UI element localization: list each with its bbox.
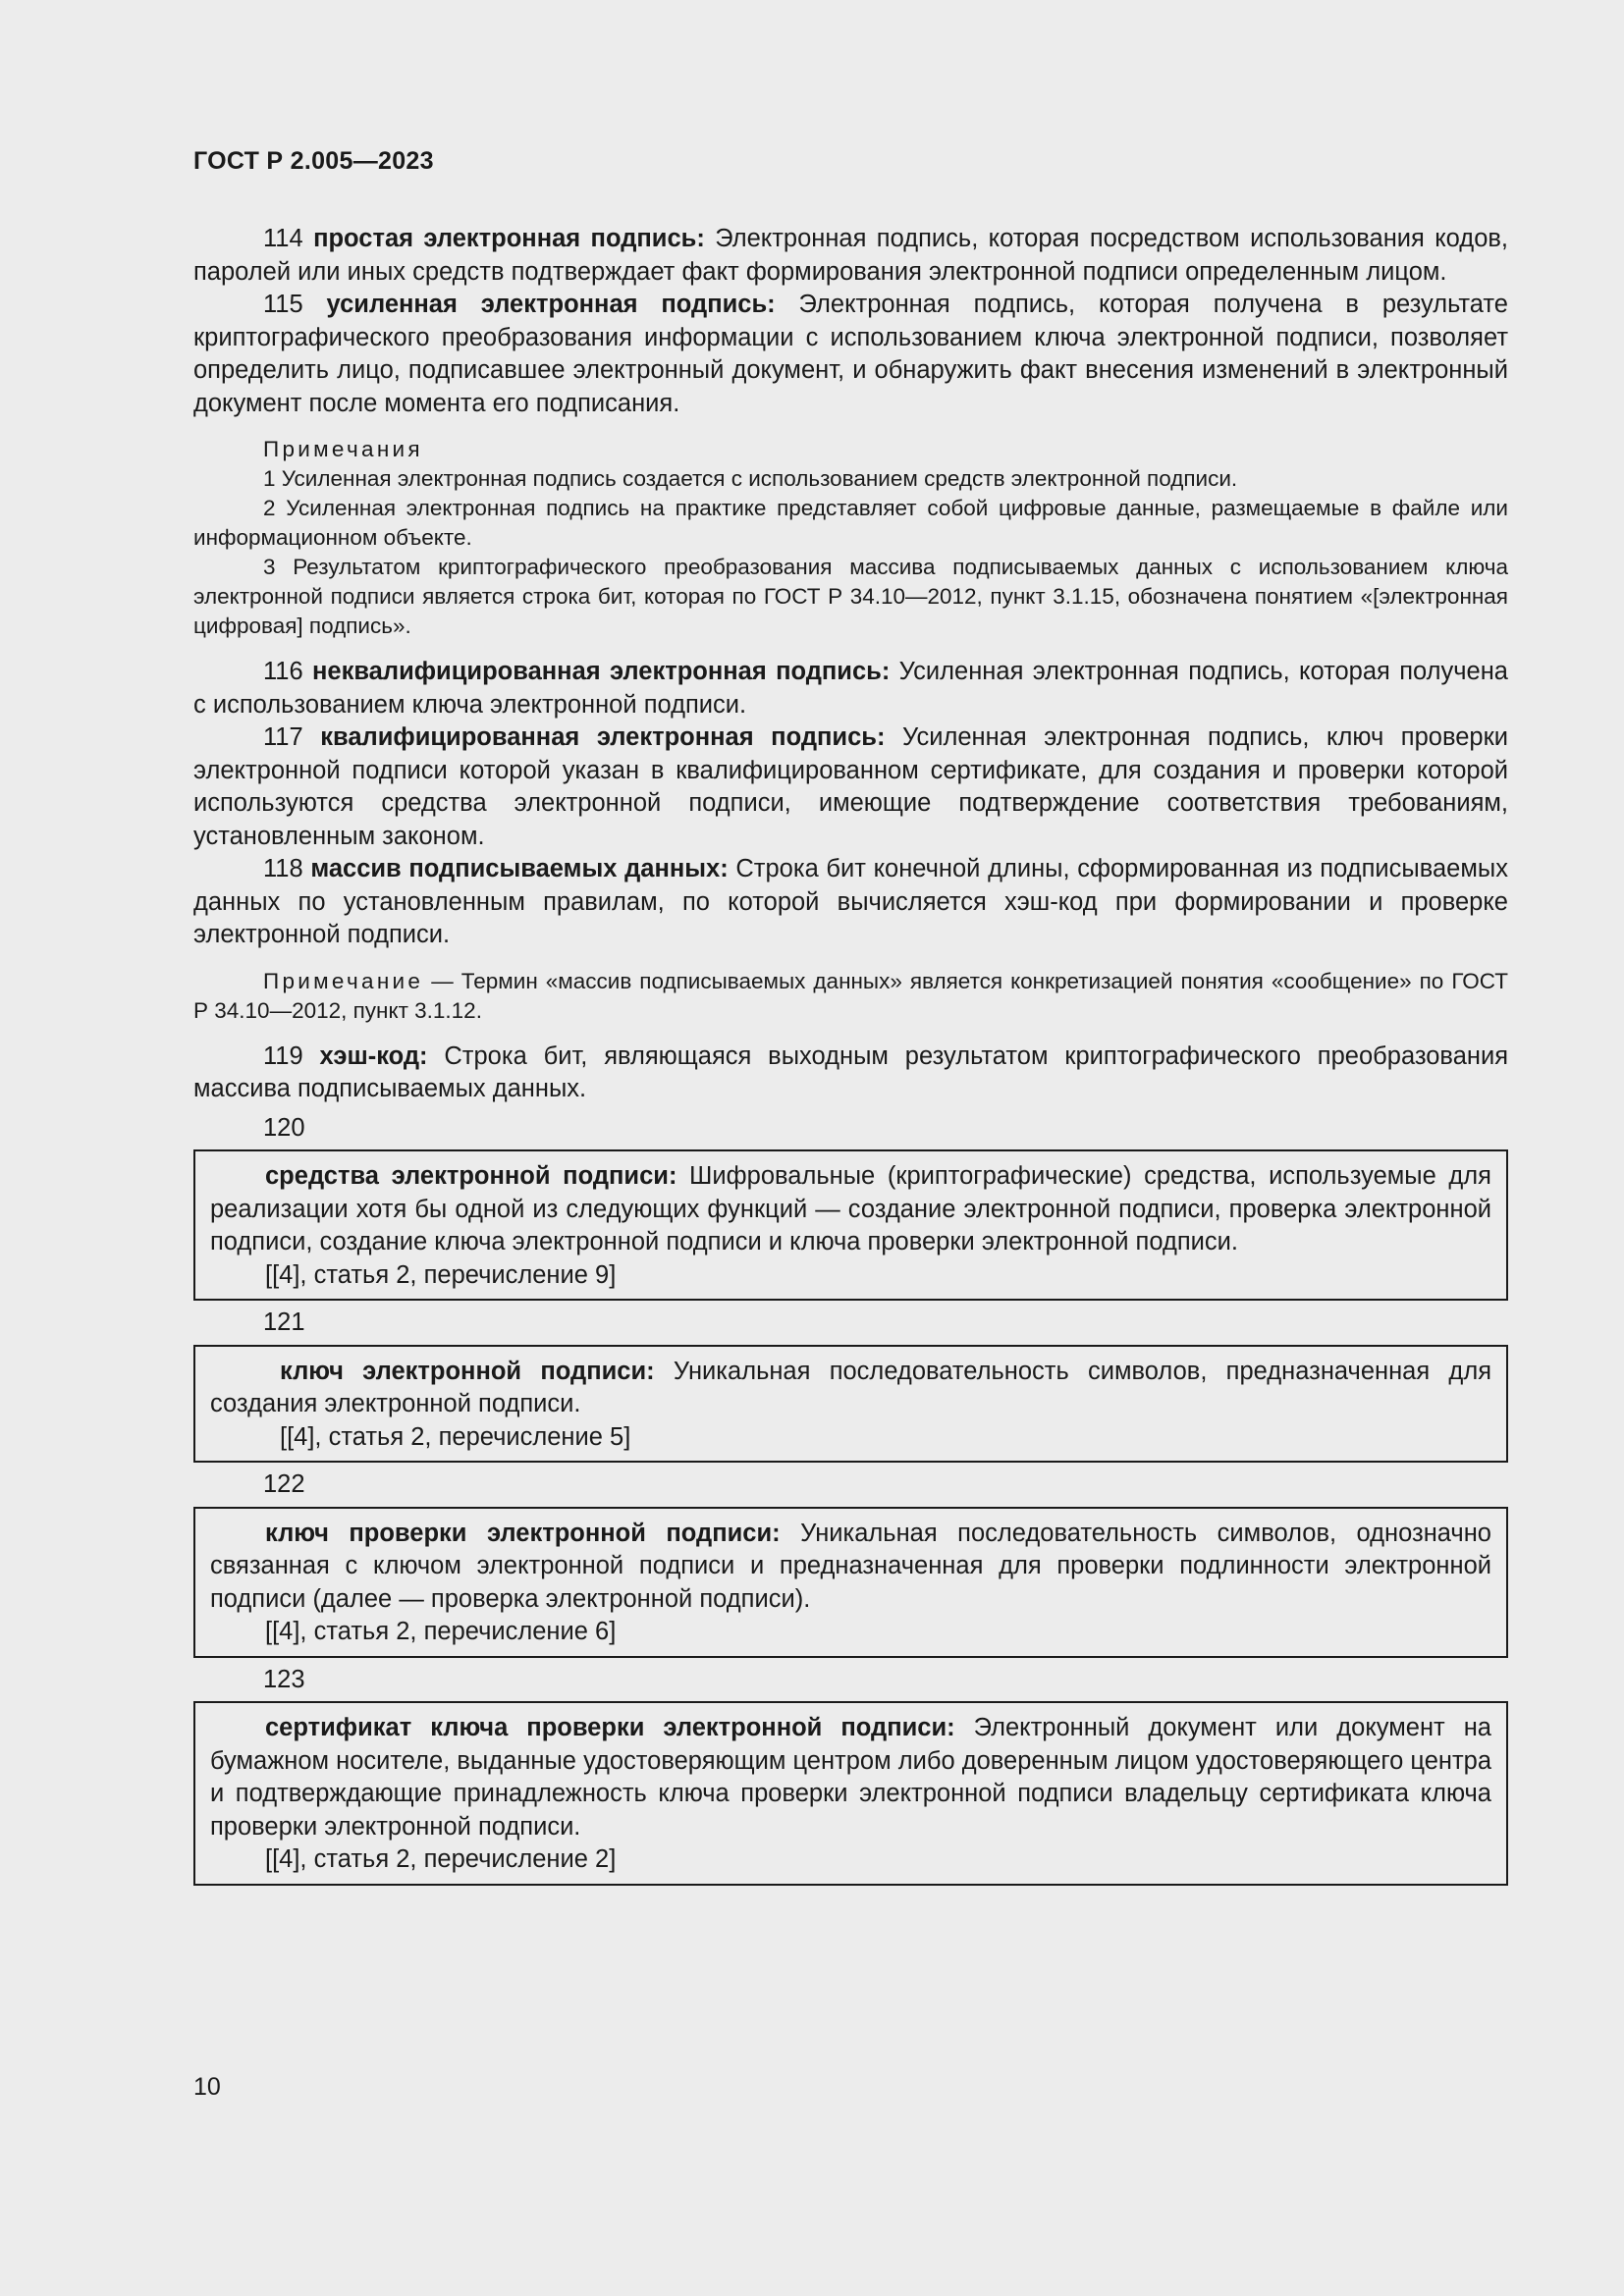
- boxed-term-123: [193, 1701, 1508, 1886]
- term-name: ключ проверки электронной подписи:: [265, 1519, 781, 1547]
- note-item: 1 Усиленная электронная подпись создается с использованием средств электронной подписи.: [263, 466, 1238, 491]
- term-number: 114: [263, 225, 303, 252]
- boxed-term-120: [193, 1149, 1508, 1301]
- boxed-term-text: [210, 1518, 1491, 1617]
- term-number-123: 123: [263, 1665, 305, 1693]
- boxed-term-text: [210, 1160, 1491, 1259]
- boxed-term-122: [193, 1507, 1508, 1658]
- term-name: неквалифицированная электронная подпись:: [312, 658, 891, 685]
- term-source: [[4], статья 2, перечисление 6]: [265, 1618, 617, 1645]
- note-heading: Примечание: [263, 968, 424, 993]
- term-number: 119: [263, 1041, 303, 1070]
- term-definition: Уникальная последовательность символов, однозначно связанная с ключом электронной подписи и предназначенная для проверки подлинности электронной подписи (далее — проверка электронной подписи).: [210, 1519, 1491, 1613]
- term-name: средства электронной подписи:: [265, 1162, 677, 1190]
- boxed-term-text: [210, 1712, 1491, 1843]
- boxed-term-text: [210, 1356, 1491, 1421]
- term-definition: Шифровальные (криптографические) средства, используемые для реализации хотя бы одной из следующих функций — создание электронной подписи, проверка электронной подписи, создание ключа электронной подписи и ключа проверки электронной подписи.: [210, 1162, 1491, 1255]
- term-definition: Уникальная последовательность символов, предназначенная для создания электронной подписи.: [210, 1357, 1492, 1417]
- term-name: ключ электронной подписи:: [280, 1357, 655, 1385]
- page-number: 10: [193, 2073, 221, 2101]
- note-body: — Термин «массив подписываемых данных» является конкретизацией понятия «сообщение» по ГОСТ Р 34.10—2012, пункт 3.1.12.: [193, 968, 1508, 1023]
- term-number-121: 121: [263, 1308, 305, 1336]
- term-name: сертификат ключа проверки электронной подписи:: [265, 1714, 955, 1741]
- term-number-122: 122: [263, 1470, 305, 1498]
- term-source: [[4], статья 2, перечисление 2]: [265, 1845, 617, 1873]
- term-name: усиленная электронная подпись:: [326, 291, 776, 318]
- term-name: квалифицированная электронная подпись:: [320, 723, 886, 751]
- term-number-120: 120: [263, 1113, 305, 1142]
- notes-115: [193, 435, 1508, 641]
- term-117: [193, 721, 1508, 853]
- notes-heading: Примечания: [263, 437, 423, 461]
- term-definition: Усиленная электронная подпись, ключ проверки электронной подписи которой указан в квалифицированном сертификате, для создания и проверки которой используются средства электронной подписи, имеющие подтверждение соответствия требованиям, установленным законом.: [193, 723, 1508, 850]
- note-text: [193, 967, 1508, 1026]
- term-number: 115: [263, 291, 303, 318]
- document-header: ГОСТ Р 2.005—2023: [193, 147, 434, 175]
- term-source: [[4], статья 2, перечисление 9]: [265, 1260, 617, 1289]
- term-definition: Электронная подпись, которая получена в результате криптографического преобразования информации с использованием ключа электронной подписи, позволяет определить лицо, подписавшее электронный документ, и обнаружить факт внесения изменений в электронный документ после момента его подписания.: [193, 291, 1508, 417]
- term-name: простая электронная подпись:: [313, 225, 705, 252]
- boxed-term-121: [193, 1345, 1508, 1464]
- term-definition: Строка бит конечной длины, сформированная из подписываемых данных по установленным правилам, по которой вычисляется хэш-код при формировании и проверке электронной подписи.: [193, 855, 1508, 948]
- term-definition: Усиленная электронная подпись, которая получена с использованием ключа электронной подписи.: [193, 658, 1508, 719]
- note-118: [193, 967, 1508, 1026]
- term-definition: Строка бит, являющаяся выходным результатом криптографического преобразования массива подписываемых данных.: [193, 1041, 1509, 1102]
- term-119: [193, 1041, 1508, 1106]
- term-name: массив подписываемых данных:: [310, 855, 729, 882]
- document-body: [193, 223, 1508, 1886]
- term-source: [[4], статья 2, перечисление 5]: [280, 1422, 631, 1451]
- term-number: 118: [263, 855, 303, 882]
- term-definition: Электронная подпись, которая посредством использования кодов, паролей или иных средств подтверждает факт формирования электронной подписи определенным лицом.: [193, 225, 1509, 286]
- note-item: 3 Результатом криптографического преобразования массива подписываемых данных с использованием ключа электронной подписи является строка бит, которая по ГОСТ Р 34.10—2012, пункт 3.1.15, обозначена понятием «[электронная цифровая] подпись».: [193, 555, 1508, 638]
- note-item: 2 Усиленная электронная подпись на практике представляет собой цифровые данные, размещаемые в файле или информационном объекте.: [193, 496, 1508, 550]
- term-number: 116: [263, 658, 303, 685]
- term-116: [193, 656, 1508, 721]
- term-number: 117: [263, 723, 303, 751]
- term-118: [193, 853, 1508, 952]
- term-name: хэш-код:: [319, 1041, 428, 1070]
- term-114: [193, 223, 1508, 289]
- term-115: [193, 289, 1508, 420]
- term-definition: Электронный документ или документ на бумажном носителе, выданные удостоверяющим центром либо доверенным лицом удостоверяющего центра и подтверждающие принадлежность ключа проверки электронной подписи владельцу сертификата ключа проверки электронной подписи.: [210, 1714, 1491, 1841]
